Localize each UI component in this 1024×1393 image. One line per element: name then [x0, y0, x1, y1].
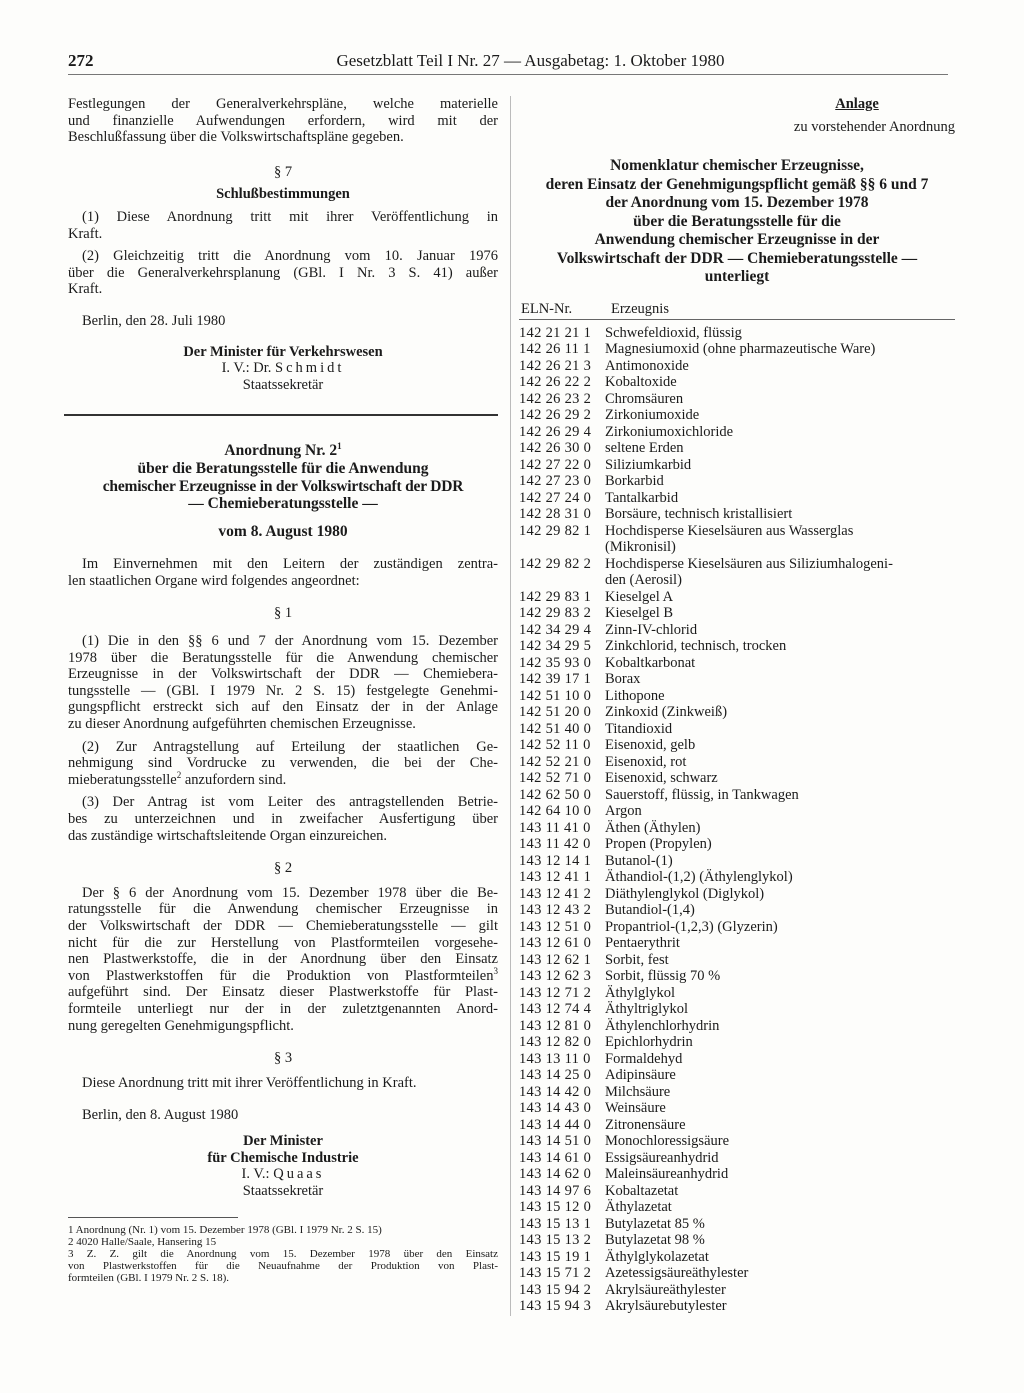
eln-number: 142 51 20 0 — [519, 704, 592, 720]
table-row — [519, 737, 955, 754]
product-name: Akrylsäurebutylester — [605, 1298, 727, 1314]
product-name: Kieselgel B — [605, 605, 674, 621]
nomenclature-title — [519, 157, 955, 287]
footnotes — [68, 1224, 498, 1284]
table-row — [519, 704, 955, 721]
eln-number: 142 26 21 3 — [519, 357, 592, 374]
product-name: Borsäure, technisch kristallisiert — [605, 506, 793, 522]
section-2-paragraph — [68, 885, 498, 1034]
table-row — [519, 836, 955, 853]
signature-iv — [68, 1166, 498, 1183]
text-line: nung geregelten Genehmigungspflicht. — [68, 1017, 294, 1034]
intro-paragraph — [68, 96, 498, 146]
table-row — [519, 869, 955, 886]
section-1-paragraph-3 — [68, 794, 498, 844]
table-row — [519, 1117, 955, 1134]
table-row — [519, 721, 955, 738]
product-name: Eisenoxid, schwarz — [605, 770, 718, 786]
text-fragment: anzufordern sind. — [181, 771, 287, 788]
eln-number: 143 14 25 0 — [519, 1067, 592, 1083]
eln-number: 142 64 10 0 — [519, 803, 592, 819]
eln-number: 142 34 29 4 — [519, 621, 592, 638]
product-name: Weinsäure — [605, 1100, 666, 1116]
text-fragment: mieberatungsstelle — [68, 771, 177, 788]
section-7-heading: Schlußbestimmungen — [216, 186, 350, 203]
eln-number: 143 11 41 0 — [519, 819, 591, 836]
title-line: über die Beratungsstelle für die — [633, 212, 841, 230]
product-table — [519, 325, 955, 1315]
table-row — [519, 457, 955, 474]
signature-place-date: Berlin, den 8. August 1980 — [82, 1107, 239, 1124]
section-1-number: § 1 — [273, 605, 293, 622]
product-name: Diäthylenglykol (Diglykol) — [605, 885, 765, 902]
eln-number: 143 12 14 1 — [519, 852, 592, 869]
eln-number: 143 12 71 2 — [519, 984, 592, 1001]
eln-number: 142 29 82 2 — [519, 555, 592, 572]
ordinance-title-line — [68, 442, 498, 460]
table-row — [519, 358, 955, 375]
text-line: bes zu unterzeichnen und in zweifacher Ausfertigung über — [68, 811, 498, 827]
text-line: und finanzielle Aufwendungen erfordern, wird mit der — [68, 112, 498, 129]
eln-number: 143 14 42 0 — [519, 1083, 592, 1100]
signature-minister: Der Minister für Verkehrswesen — [183, 343, 383, 360]
product-name: Zinn-IV-chlorid — [605, 621, 698, 638]
eln-number: 143 14 62 0 — [519, 1166, 592, 1182]
text-line: aufgeführt sind. Der Einsatz dieser Plastwerkstoffe für Plast- — [68, 984, 498, 1001]
product-name: Milchsäure — [605, 1083, 671, 1100]
product-name: Hochdisperse Kieselsäuren aus Siliziumhalogeni- — [605, 555, 893, 572]
product-name: Äthyltriglykol — [605, 1001, 688, 1017]
table-row — [519, 1150, 955, 1167]
eln-number: 142 51 10 0 — [519, 687, 592, 704]
title-line: Anwendung chemischer Erzeugnisse in der — [594, 231, 880, 248]
product-name: Formaldehyd — [605, 1050, 683, 1067]
table-row — [519, 473, 955, 490]
product-name: Butanol-(1) — [605, 852, 673, 869]
eln-number: 142 26 30 0 — [519, 440, 592, 456]
product-name: seltene Erden — [605, 440, 684, 456]
text-line: Beschlußfassung über die Volkswirtschaftspläne gegeben. — [68, 129, 404, 146]
eln-number: 142 39 17 1 — [519, 671, 592, 687]
section-7-number: § 7 — [273, 163, 293, 180]
eln-number: 143 12 41 2 — [519, 885, 592, 902]
table-row — [519, 1216, 955, 1233]
table-row — [519, 622, 955, 639]
table-row — [519, 391, 955, 408]
product-name: Butylazetat 85 % — [605, 1215, 705, 1232]
text-line: der Volkswirtschaft der DDR — Chemieberatungsstelle — gilt — [68, 917, 498, 934]
eln-number: 142 26 22 2 — [519, 374, 592, 390]
table-row — [519, 638, 955, 655]
product-name: Zinkoxid (Zinkweiß) — [605, 704, 728, 720]
ordinance-title-line: über die Beratungsstelle für die Anwendung — [137, 459, 429, 477]
eln-number: 142 26 29 4 — [519, 423, 592, 440]
text-line: Im Einvernehmen mit den Leitern der zuständigen zentra- — [82, 556, 498, 573]
signature-role: Staatssekretär — [242, 376, 324, 393]
eln-number: 143 12 51 0 — [519, 918, 592, 935]
text-line: formteile unterliegt nur der in der zuletztgenannten Anord- — [68, 1000, 498, 1017]
eln-number: 142 21 21 1 — [519, 324, 592, 341]
product-name: Hochdisperse Kieselsäuren aus Wasserglas — [605, 522, 854, 539]
page-header — [68, 48, 948, 75]
eln-number: 143 14 44 0 — [519, 1116, 592, 1133]
eln-number: 142 51 40 0 — [519, 720, 592, 737]
table-row — [519, 1018, 955, 1035]
table-row — [519, 341, 955, 358]
eln-number: 143 14 61 0 — [519, 1149, 592, 1166]
ordinance-date: vom 8. August 1980 — [218, 522, 348, 540]
table-row — [519, 424, 955, 441]
product-name: Maleinsäureanhydrid — [605, 1166, 729, 1182]
section-1-paragraph-2 — [68, 739, 498, 789]
text-line: Der § 6 der Anordnung vom 15. Dezember 1978 über die Be- — [82, 884, 498, 901]
eln-number: 142 27 22 0 — [519, 456, 592, 473]
product-name: Epichlorhydrin — [605, 1034, 693, 1050]
table-row — [519, 919, 955, 936]
product-name: Eisenoxid, gelb — [605, 737, 696, 753]
eln-number: 143 12 43 2 — [519, 902, 592, 918]
section-1-paragraph-1 — [68, 633, 498, 733]
text-line: nehmigung sind Vordrucke zu verwenden, die bei der Che- — [68, 755, 498, 772]
product-name: Zitronensäure — [605, 1116, 686, 1133]
eln-number: 142 34 29 5 — [519, 638, 592, 654]
product-name: Pentaerythrit — [605, 935, 680, 951]
eln-number: 143 15 94 3 — [519, 1298, 592, 1314]
table-row — [519, 1067, 955, 1084]
footnote-ref: 2 — [176, 769, 182, 780]
table-row — [519, 1232, 955, 1249]
column-divider — [510, 96, 511, 1316]
eln-number: 143 12 62 1 — [519, 951, 592, 968]
eln-number: 142 26 23 2 — [519, 390, 592, 407]
eln-number: 143 14 97 6 — [519, 1182, 592, 1199]
eln-number: 142 52 71 0 — [519, 770, 592, 786]
column-header-product: Erzeugnis — [611, 300, 669, 317]
eln-number: 143 11 42 0 — [519, 836, 591, 852]
text-line: nen Plastwerkstoffe, die in der Anordnung über den Einsatz — [68, 951, 498, 968]
signatory-name: Quaas — [273, 1166, 325, 1183]
table-row — [519, 952, 955, 969]
page-number: 272 — [68, 51, 94, 70]
table-row — [519, 671, 955, 688]
eln-number: 142 29 83 2 — [519, 605, 592, 621]
text-line: (3) Der Antrag ist vom Leiter des antragstellenden Betrie- — [82, 794, 498, 811]
table-row — [519, 820, 955, 837]
eln-number: 142 26 11 1 — [519, 341, 591, 357]
table-row — [519, 605, 955, 622]
product-name: Eisenoxid, rot — [605, 753, 687, 770]
title-line: Nomenklatur chemischer Erzeugnisse, — [610, 157, 864, 174]
iv-label: I. V.: Dr. — [221, 360, 272, 377]
annex-heading: Anlage — [835, 96, 879, 112]
footnote-ref: 1 — [337, 441, 342, 452]
table-row — [519, 506, 955, 523]
product-name-continued: den (Aerosil) — [605, 572, 682, 588]
eln-number: 142 27 24 0 — [519, 489, 592, 506]
product-name: Äthen (Äthylen) — [605, 819, 701, 836]
text-line: len staatlichen Organe wird folgendes angeordnet: — [68, 572, 360, 589]
table-row — [519, 374, 955, 391]
eln-number: 143 15 71 2 — [519, 1265, 592, 1281]
table-row — [519, 1265, 955, 1282]
signatory-name: Schmidt — [275, 360, 345, 377]
table-row — [519, 1183, 955, 1200]
product-name: Akrylsäureäthylester — [605, 1281, 726, 1298]
title-line: unterliegt — [704, 268, 770, 285]
product-name: Zinkchlorid, technisch, trocken — [605, 638, 787, 654]
product-name: Antimonoxide — [605, 357, 689, 374]
title-line: Volkswirtschaft der DDR — Chemieberatungsstelle — — [556, 249, 918, 267]
text-line: das zuständige wirtschaftsleitende Organ einzureichen. — [68, 827, 388, 844]
column-header-eln: ELN-Nr. — [521, 300, 573, 317]
product-name: Lithopone — [605, 687, 665, 704]
product-name: Adipinsäure — [605, 1067, 676, 1083]
table-row — [519, 787, 955, 804]
ordinance-title-line: chemischer Erzeugnisse in der Volkswirtschaft der DDR — [102, 477, 464, 495]
product-name: Borkarbid — [605, 473, 664, 489]
table-row — [519, 1298, 955, 1315]
table-header — [519, 301, 955, 320]
eln-number: 142 52 21 0 — [519, 753, 592, 770]
table-row — [519, 803, 955, 820]
product-name: Kobaltazetat — [605, 1182, 679, 1199]
signature-iv — [68, 360, 498, 377]
text-line: Festlegungen der Generalverkehrspläne, welche materielle — [68, 96, 498, 112]
product-name: Äthylglykolazetat — [605, 1248, 709, 1265]
product-name: Äthylglykol — [605, 984, 676, 1001]
table-row — [519, 902, 955, 919]
text-line: tungsstelle — (GBl. I 1979 Nr. 2 S. 15) festgelegte Genehmi- — [68, 682, 498, 699]
product-name: Sorbit, fest — [605, 951, 669, 968]
eln-number: 142 28 31 0 — [519, 506, 592, 522]
product-name: Propen (Propylen) — [605, 836, 712, 852]
eln-number: 143 12 62 3 — [519, 968, 592, 984]
section-7-paragraph-2 — [68, 248, 498, 298]
eln-number: 143 15 12 0 — [519, 1199, 592, 1215]
text-fragment: von Plastwerkstoffen für die Produktion von Plastformteilen — [68, 967, 494, 984]
table-row — [519, 589, 955, 606]
product-name: Titandioxid — [605, 720, 673, 737]
eln-number: 142 26 29 2 — [519, 407, 592, 423]
table-row — [519, 556, 955, 589]
table-row — [519, 754, 955, 771]
footnote: 1 Anordnung (Nr. 1) vom 15. Dezember 1978 (GBl. I 1979 Nr. 2 S. 15) — [68, 1224, 382, 1237]
table-row — [519, 985, 955, 1002]
eln-number: 143 14 51 0 — [519, 1133, 592, 1149]
title-line: der Anordnung vom 15. Dezember 1978 — [605, 194, 869, 211]
signature-ministry: für Chemische Industrie — [207, 1149, 359, 1166]
text-line — [68, 769, 498, 789]
eln-number: 142 62 50 0 — [519, 786, 592, 803]
footnote: 3 Z. Z. gilt die Anordnung vom 15. Dezember 1978 über den Einsatz — [68, 1248, 498, 1261]
table-row — [519, 886, 955, 903]
text-line: nicht für die zur Herstellung von Plastformteilen vorgesehe- — [68, 934, 498, 951]
product-name: Sorbit, flüssig 70 % — [605, 968, 721, 984]
table-row — [519, 325, 955, 342]
table-row — [519, 407, 955, 424]
table-row — [519, 490, 955, 507]
product-name: Äthandiol-(1,2) (Äthylenglykol) — [605, 869, 793, 885]
eln-number: 142 35 93 0 — [519, 654, 592, 671]
signature-place-date: Berlin, den 28. Juli 1980 — [82, 312, 226, 329]
ordinance-number: Anordnung Nr. 2 — [224, 442, 338, 460]
product-name: Kieselgel A — [605, 588, 674, 605]
eln-number: 143 12 41 1 — [519, 869, 592, 885]
eln-number: 143 15 13 1 — [519, 1215, 592, 1232]
text-line: Erzeugnisse in der Volkswirtschaft der DDR — Chemiebera- — [68, 666, 498, 683]
text-line: Kraft. — [68, 281, 103, 298]
table-row — [519, 523, 955, 556]
footnote: von Plastwerkstoffen für die Neuaufnahme der Produktion von Plast- — [68, 1260, 498, 1273]
table-row — [519, 770, 955, 787]
text-line: ratungsstelle für die Anwendung chemischer Erzeugnisse in — [68, 901, 498, 918]
product-name: Sauerstoff, flüssig, in Tankwagen — [605, 786, 799, 803]
text-line: Kraft. — [68, 225, 103, 242]
text-line — [68, 965, 498, 985]
product-name: Zirkoniumoxide — [605, 407, 700, 423]
eln-number: 143 12 61 0 — [519, 935, 592, 951]
footnote: formteilen (GBl. I 1979 Nr. 2 S. 18). — [68, 1272, 230, 1285]
text-line: 1978 über die Beratungsstelle für die Anwendung chemischer — [68, 649, 498, 666]
table-row — [519, 968, 955, 985]
product-name: Argon — [605, 803, 642, 819]
product-name: Butandiol-(1,4) — [605, 902, 695, 918]
footnote-ref: 3 — [493, 965, 498, 976]
text-line: über die Generalverkehrsplanung (GBl. I Nr. 3 S. 41) außer — [68, 264, 498, 281]
table-row — [519, 1100, 955, 1117]
product-name: Propantriol-(1,2,3) (Glyzerin) — [605, 918, 778, 935]
table-row — [519, 853, 955, 870]
text-line: (2) Zur Antragstellung auf Erteilung der staatlichen Ge- — [82, 738, 498, 755]
product-name: Äthylazetat — [605, 1199, 672, 1215]
table-row — [519, 1051, 955, 1068]
eln-number: 142 27 23 0 — [519, 473, 592, 489]
signature-role: Staatssekretär — [242, 1182, 324, 1199]
product-name: Borax — [605, 671, 641, 687]
eln-number: 142 52 11 0 — [519, 737, 591, 753]
iv-label: I. V.: — [241, 1166, 270, 1183]
eln-number: 143 15 13 2 — [519, 1232, 592, 1248]
eln-number: 142 29 82 1 — [519, 522, 592, 539]
product-name: Zirkoniumoxichloride — [605, 423, 734, 440]
text-line: (1) Die in den §§ 6 und 7 der Anordnung vom 15. Dezember — [82, 633, 498, 650]
section-7-paragraph-1 — [68, 209, 498, 242]
product-name: Azetessigsäureäthylester — [605, 1265, 749, 1281]
eln-number: 142 29 83 1 — [519, 588, 592, 605]
eln-number: 143 12 82 0 — [519, 1034, 592, 1050]
eln-number: 143 12 74 4 — [519, 1001, 592, 1017]
table-row — [519, 688, 955, 705]
text-line: zu dieser Anordnung aufgeführten chemischen Erzeugnisse. — [68, 716, 416, 733]
gazette-title: Gesetzblatt Teil I Nr. 27 — Ausgabetag: 1. Oktober 1980 — [336, 51, 725, 70]
product-name: Tantalkarbid — [605, 489, 679, 506]
eln-number: 143 15 19 1 — [519, 1248, 592, 1265]
section-2-number: § 2 — [273, 860, 293, 877]
table-row — [519, 440, 955, 457]
section-divider — [64, 414, 498, 416]
product-name: Schwefeldioxid, flüssig — [605, 324, 742, 341]
product-name: Butylazetat 98 % — [605, 1232, 705, 1248]
product-name: Äthylenchlorhydrin — [605, 1017, 720, 1034]
table-row — [519, 1166, 955, 1183]
right-column — [519, 96, 955, 1315]
left-column — [68, 96, 498, 1284]
section-3-number: § 3 — [273, 1050, 293, 1067]
table-row — [519, 1282, 955, 1299]
ordinance-title — [68, 442, 498, 540]
text-line: gungspflicht erstreckt sich auf den Einsatz der in der Anlage — [68, 699, 498, 716]
table-row — [519, 935, 955, 952]
table-row — [519, 1199, 955, 1216]
product-name: Kobaltkarbonat — [605, 654, 696, 671]
preamble — [68, 556, 498, 589]
table-row — [519, 1249, 955, 1266]
text-line: (1) Diese Anordnung tritt mit ihrer Veröffentlichung in — [82, 208, 498, 225]
table-row — [519, 1084, 955, 1101]
text-line: (2) Gleichzeitig tritt die Anordnung vom 10. Januar 1976 — [82, 248, 498, 265]
product-name: Kobaltoxide — [605, 374, 677, 390]
product-name: Monochloressigsäure — [605, 1133, 730, 1149]
signature-minister: Der Minister — [243, 1132, 323, 1149]
eln-number: 143 12 81 0 — [519, 1017, 592, 1034]
product-name: Chromsäuren — [605, 390, 684, 407]
ordinance-title-line: — Chemieberatungsstelle — — [188, 495, 378, 513]
table-row — [519, 655, 955, 672]
section-3-text: Diese Anordnung tritt mit ihrer Veröffentlichung in Kraft. — [82, 1074, 417, 1091]
product-name-continued: (Mikronisil) — [605, 539, 676, 555]
product-name: Magnesiumoxid (ohne pharmazeutische Ware) — [605, 341, 876, 357]
eln-number: 143 14 43 0 — [519, 1100, 592, 1116]
table-row — [519, 1001, 955, 1018]
footnote: 2 4020 Halle/Saale, Hansering 15 — [68, 1236, 217, 1249]
product-name: Essigsäureanhydrid — [605, 1149, 719, 1166]
product-name: Siliziumkarbid — [605, 456, 692, 473]
eln-number: 143 13 11 0 — [519, 1050, 591, 1067]
table-row — [519, 1133, 955, 1150]
table-row — [519, 1034, 955, 1051]
title-line: deren Einsatz der Genehmigungspflicht gemäß §§ 6 und 7 — [545, 175, 929, 193]
eln-number: 143 15 94 2 — [519, 1281, 592, 1298]
annex-subheading: zu vorstehender Anordnung — [793, 118, 955, 135]
footnote-divider — [68, 1217, 238, 1218]
